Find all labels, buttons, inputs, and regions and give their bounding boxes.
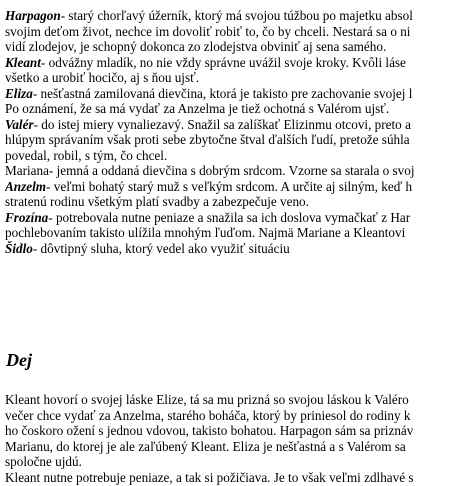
character-entry-line <box>5 210 460 226</box>
character-description: - do istej miery vynaliezavý. Snažil sa zalíškať Elizinmu otcovi, preto a <box>33 116 411 132</box>
character-description-line: svojim deťom život, nechce im dovoliť robiť to, čo by chceli. Nestará sa o ni <box>5 23 411 39</box>
character-name: Kleant <box>5 54 41 70</box>
character-name: Anzelm <box>5 178 47 194</box>
character-description: - odvážny mladík, no nie vždy správne uvážil svoje kroky. Kvôli láse <box>40 54 406 70</box>
section-heading: Dej <box>6 350 32 370</box>
character-name: Frozína <box>5 209 49 225</box>
character-description: - starý chorľavý úžerník, ktorý má svojou túžbou po majetku absol <box>60 8 413 23</box>
character-description: - veľmi bohatý starý muž s veľkým srdcom. A určite aj silným, keď h <box>46 178 413 194</box>
character-entry-line <box>5 8 460 24</box>
character-name: Valér <box>5 116 34 132</box>
blank-space <box>5 256 460 348</box>
plot-line: večer chce vydať za Anzelma, starého boháča, ktorý by priniesol do rodiny k <box>5 407 411 423</box>
character-description: - nešťastná zamilovaná dievčina, ktorá je takisto pre zachovanie svojej l <box>32 85 413 101</box>
plot-line: ho čoskoro ožení s jednou vdovou, takisto bohatou. Harpagon sám sa priznáv <box>5 423 414 438</box>
character-name: Eliza <box>5 85 33 101</box>
character-name: Harpagon <box>5 8 61 23</box>
character-description-line: Po oznámení, že sa má vydať za Anzelma je tiež ochotná s Valérom ujsť. <box>5 101 390 116</box>
plot-line: Marianu, do ktorej je ale zaľúbený Kleant. Eliza je nešťastná a s Valérom sa <box>5 438 406 454</box>
document-page <box>5 8 460 485</box>
character-description-line: hlúpym správaním však proti sebe zbytočne štval ďalších ľudí, pretože súhla <box>5 132 410 147</box>
plot-line: Kleant nutne potrebuje peniaze, a tak si požičiava. Je to však veľmi zdlhavé s <box>5 469 414 485</box>
character-name: Šidlo <box>5 240 33 256</box>
plot-line: Kleant hovorí o svojej láske Elize, tá sa mu prizná so svojou láskou k Valéro <box>5 392 409 407</box>
character-entry-line <box>5 117 460 133</box>
character-description: - dôvtipný sluha, ktorý vedel ako využiť situáciu <box>32 240 290 256</box>
plot-line: spoločne ujdú. <box>5 454 82 469</box>
character-description-line: stratenú rodinu všetkým platí svadby a zabezpečuje veno. <box>5 194 309 209</box>
character-entry-line <box>5 55 460 71</box>
blank-space <box>5 372 460 392</box>
character-entry-line <box>5 86 460 102</box>
character-description-line: pochlebovaním takisto ulížila mnohým ľuďom. Najmä Mariane a Kleantovi <box>5 225 406 240</box>
character-description: - potrebovala nutne peniaze a snažila sa ich doslova vymačkať z Har <box>48 209 411 225</box>
character-entry-line <box>5 179 460 195</box>
character-description-line: povedal, robil, s tým, čo chcel. <box>5 147 168 163</box>
character-description-line: všetko a urobiť hocičo, aj s ňou ujsť. <box>5 70 200 85</box>
plot-paragraph <box>5 392 460 485</box>
character-entry-line <box>5 241 460 257</box>
character-entry-line: Mariana- jemná a oddaná dievčina s dobrým srdcom. Vzorne sa starala o svoj <box>5 163 415 178</box>
character-description-line: vidí zlodejov, je schopný dokonca zo zlodejstva obviniť aj sena samého. <box>5 39 387 54</box>
character-list <box>5 8 460 256</box>
